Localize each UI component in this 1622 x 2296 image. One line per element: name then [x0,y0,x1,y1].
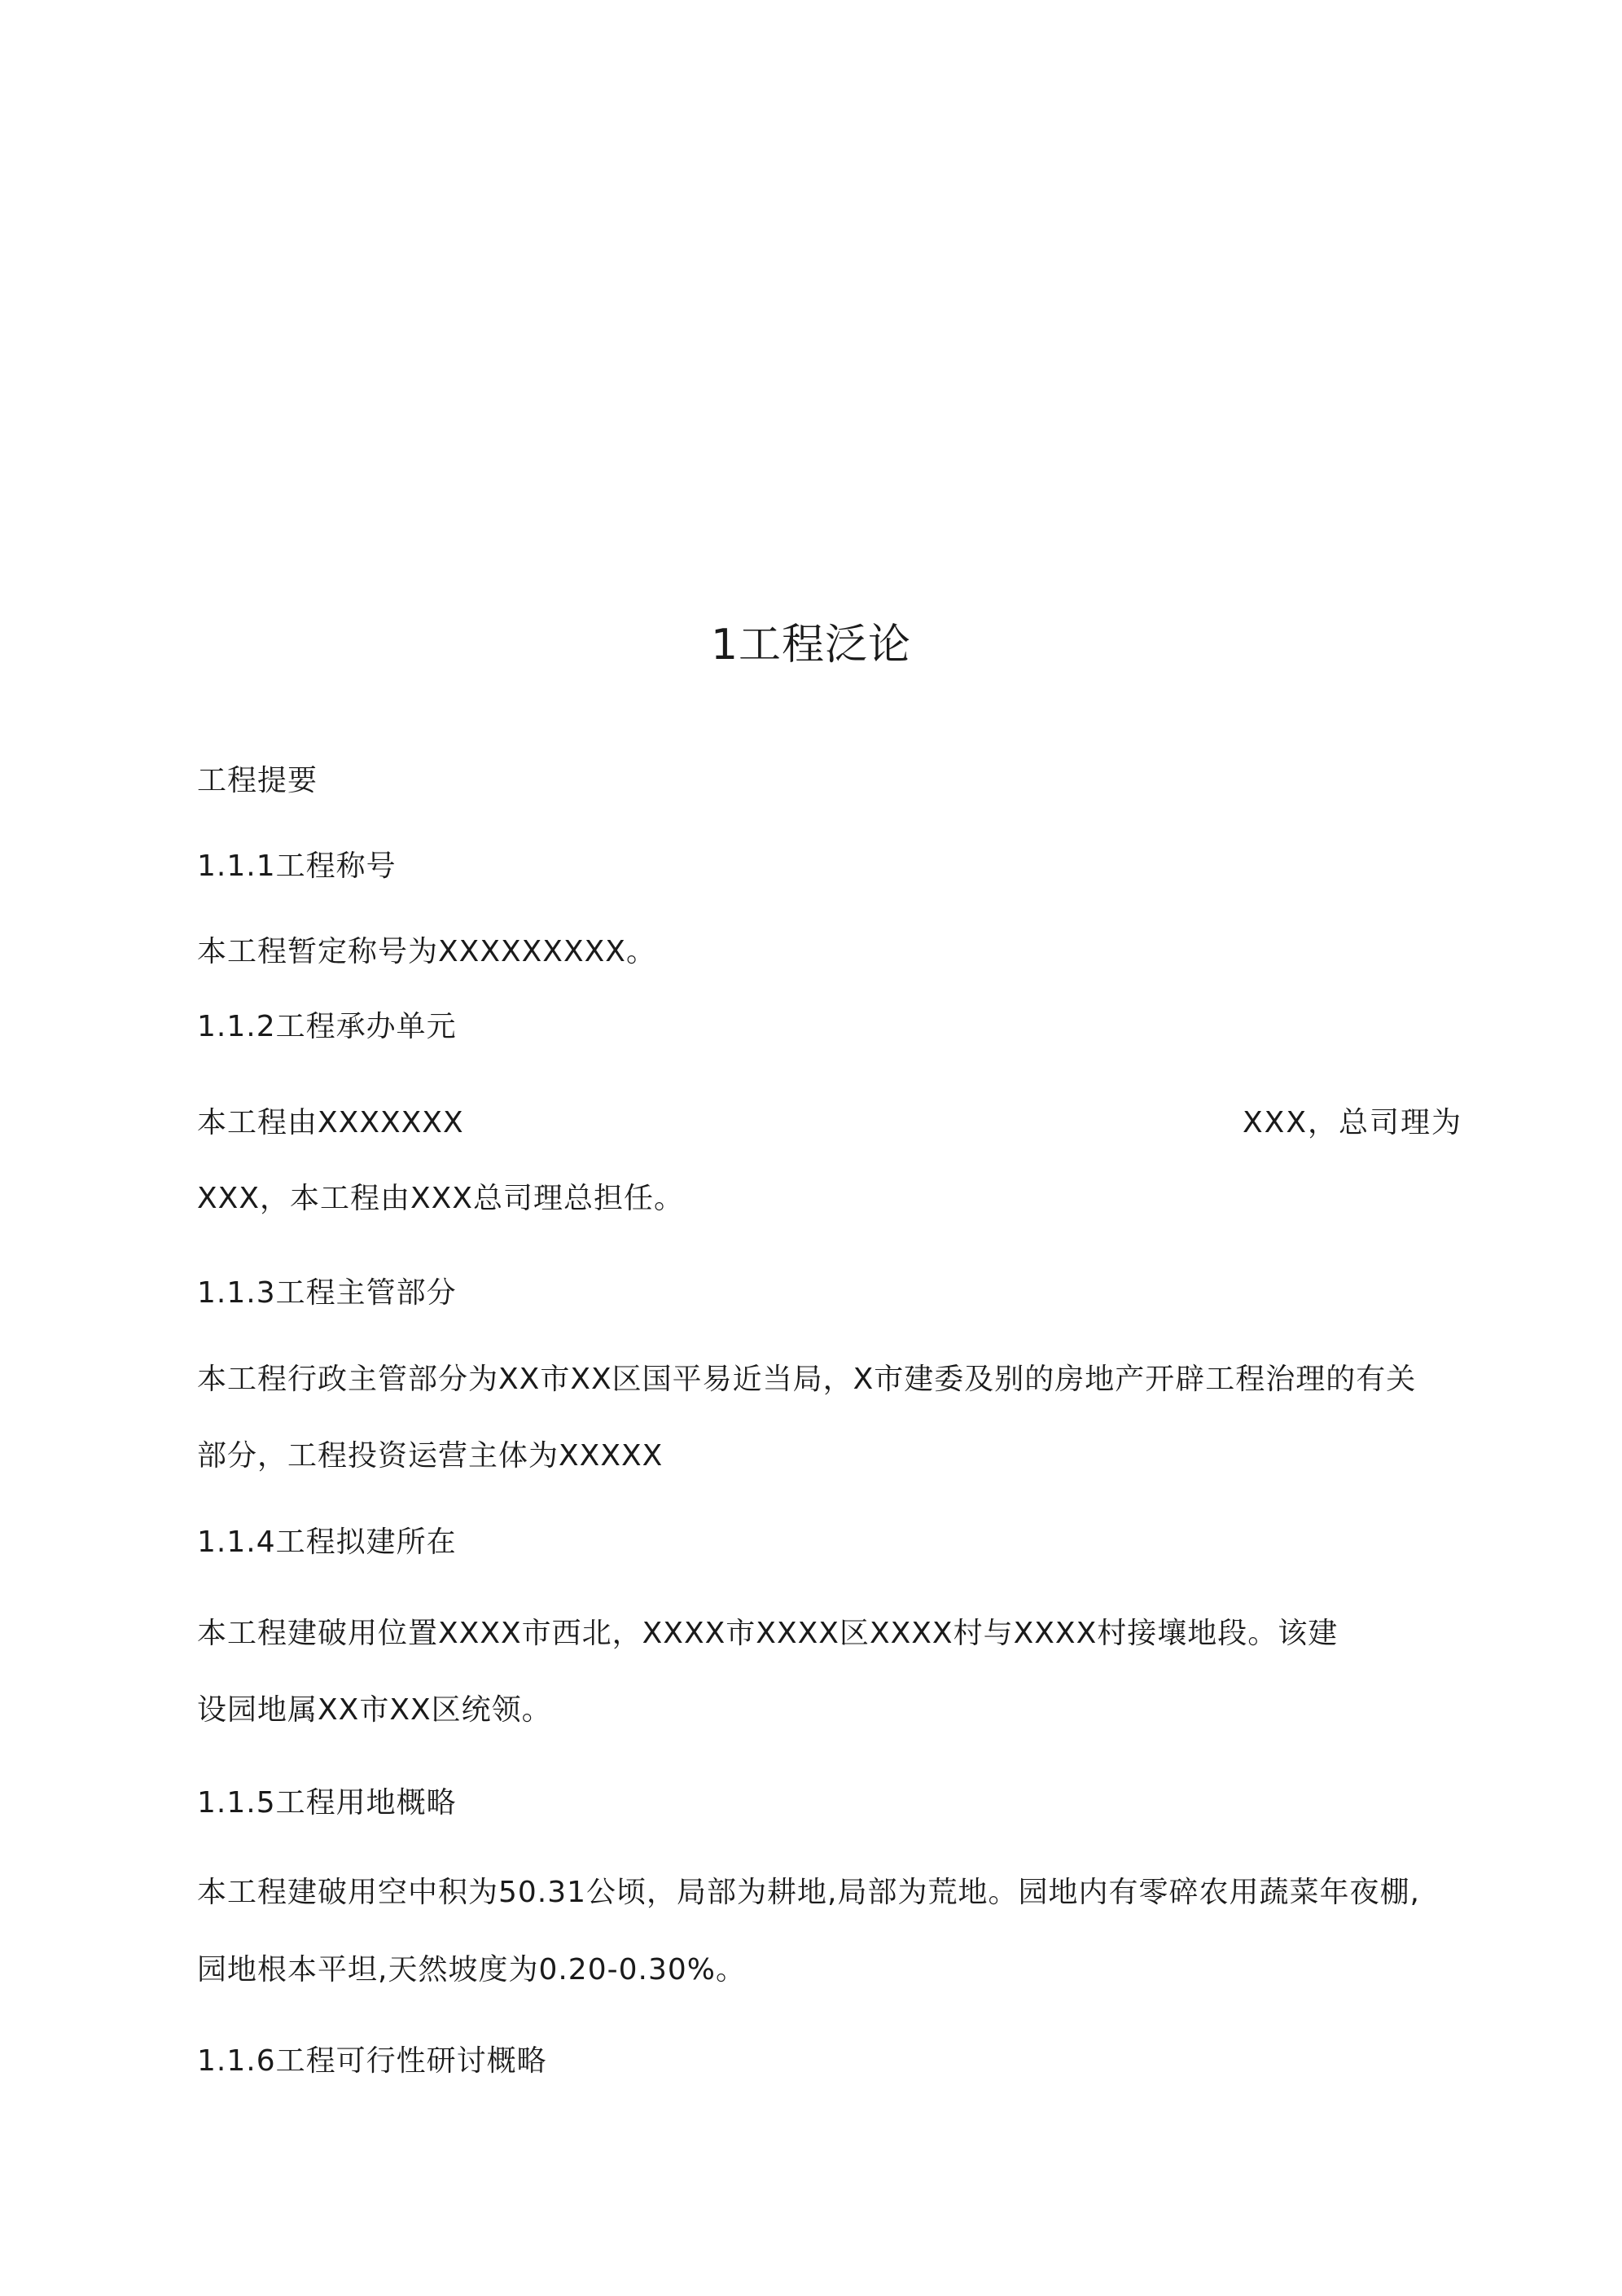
paragraph-1-1-1: 本工程暂定称号为XXXXXXXXX。 [197,935,656,968]
heading-1-1-4: 1.1.4工程拟建所在 [197,1526,457,1559]
paragraph-1-1-3-line2: 部分，工程投资运营主体为XXXXX [197,1439,664,1473]
paragraph-1-1-4-line1: 本工程建破用位置XXXX市西北，XXXX市XXXX区XXXX村与XXXX村接壤地段。该建 [197,1617,1339,1650]
paragraph-1-1-5-line2: 园地根本平坦,天然坡度为0.20-0.30%。 [197,1953,746,1987]
page-title: 1工程泛论 [710,621,912,669]
section-heading: 工程提要 [197,764,318,797]
paragraph-1-1-4-line2: 设园地属XX市XX区统领。 [197,1693,552,1727]
heading-1-1-2: 1.1.2工程承办单元 [197,1010,457,1043]
paragraph-1-1-5-line1: 本工程建破用空中积为50.31公顷，局部为耕地,局部为荒地。园地内有零碎农用蔬菜年夜棚, [197,1876,1420,1909]
heading-1-1-6: 1.1.6工程可行性研讨概略 [197,2044,547,2078]
heading-1-1-3: 1.1.3工程主管部分 [197,1276,457,1310]
heading-1-1-5: 1.1.5工程用地概略 [197,1786,457,1820]
heading-1-1-1: 1.1.1工程称号 [197,849,397,883]
paragraph-1-1-3-line1: 本工程行政主管部分为XX市XX区国平易近当局，X市建委及别的房地产开辟工程治理的有关 [197,1363,1417,1396]
paragraph-1-1-2-line1-left: 本工程由XXXXXXX [197,1106,464,1139]
paragraph-1-1-2-line1-right: XXX，总司理为 [1243,1106,1462,1139]
paragraph-1-1-2-line2: XXX，本工程由XXX总司理总担任。 [197,1182,684,1215]
